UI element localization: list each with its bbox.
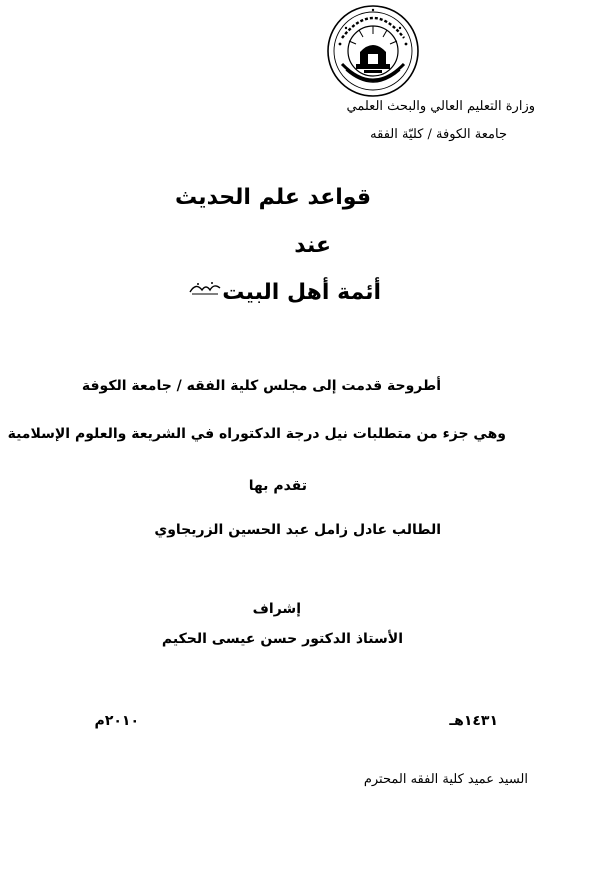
- supervision-label: إشراف: [252, 601, 301, 617]
- thesis-title-line-2: عند: [294, 233, 331, 258]
- thesis-title-text: أئمة أهل البيت: [222, 280, 381, 305]
- thesis-submission-line: أطروحة قدمت إلى مجلس كلية الفقه / جامعة الكوفة: [81, 378, 441, 394]
- degree-requirement-line: وهي جزء من متطلبات نيل درجة الدكتوراه في الشريعة والعلوم الإسلامية: [7, 426, 506, 442]
- thesis-title-line-3: [188, 280, 381, 306]
- honorific-glyph-icon: [188, 280, 222, 296]
- ministry-name: وزارة التعليم العالي والبحث العلمي: [346, 99, 535, 114]
- gregorian-date: ٢٠١٠م: [94, 713, 139, 729]
- student-name: الطالب عادل زامل عبد الحسين الزريجاوي: [154, 522, 441, 538]
- dean-addressee: السيد عميد كلية الفقه المحترم: [363, 772, 528, 787]
- university-college-name: جامعة الكوفة / كليّة الفقه: [370, 127, 507, 142]
- university-seal-icon: [326, 4, 420, 98]
- supervisor-name: الأستاذ الدكتور حسن عيسى الحكيم: [161, 631, 403, 647]
- thesis-title-line-1: قواعد علم الحديث: [175, 185, 371, 210]
- presented-by-label: تقدم بها: [248, 478, 307, 494]
- hijri-date: ١٤٣١هـ: [449, 713, 498, 729]
